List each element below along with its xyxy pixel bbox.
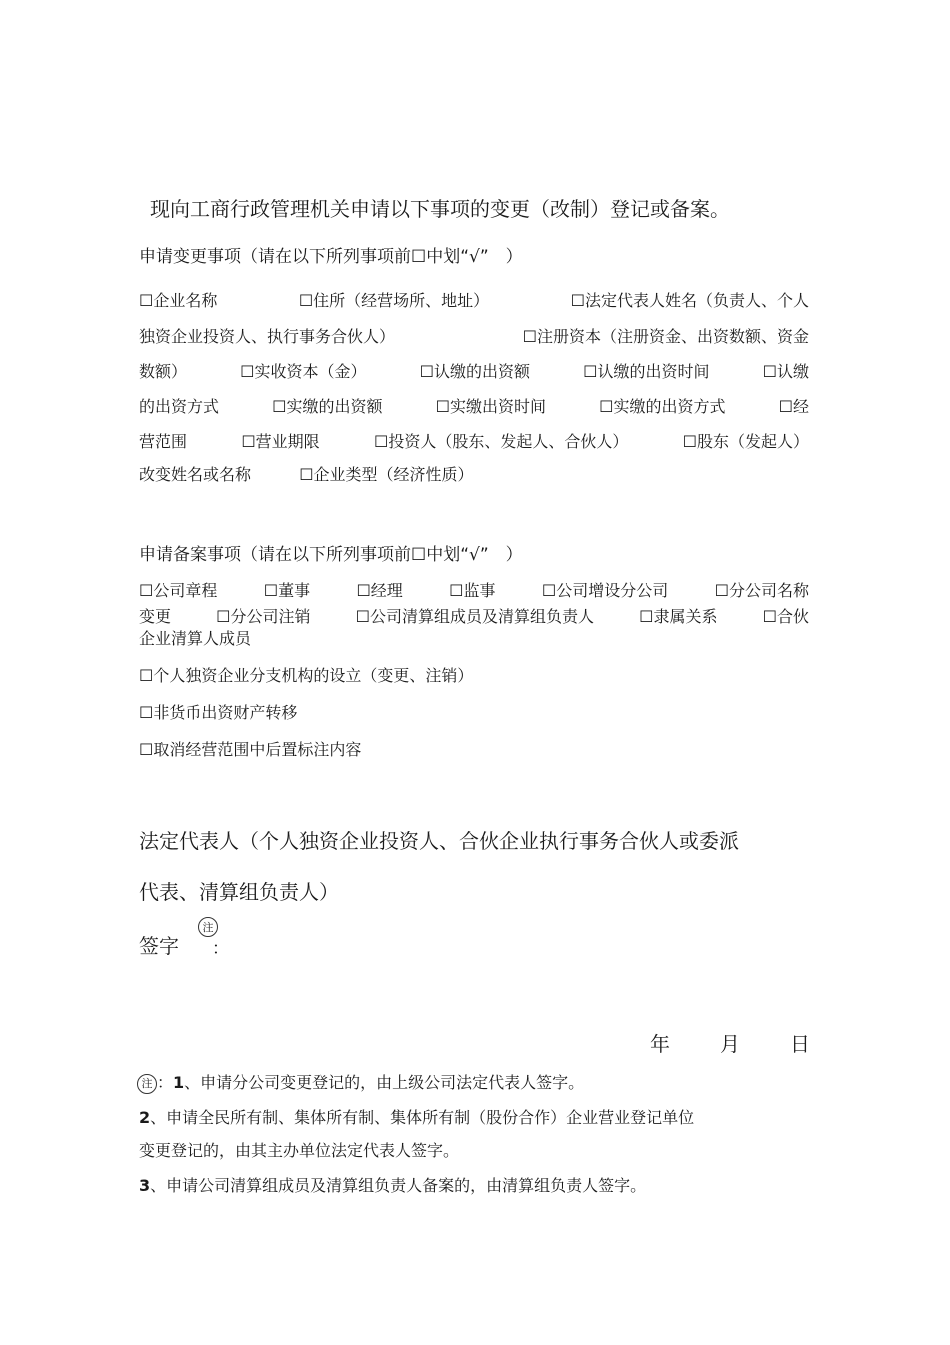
filing-section-title: 申请备案事项（请在以下所列事项前☐中划“√” ） xyxy=(139,545,523,565)
option-registered-capital[interactable]: ☐注册资本（注册资金、出资数额、资金 xyxy=(522,327,809,346)
option-paid-in-capital[interactable]: ☐实收资本（金） xyxy=(240,362,367,381)
option-text-continuation: 改变姓名或名称 xyxy=(139,465,252,484)
note-1 xyxy=(137,1072,584,1094)
note-2-line-2: 变更登记的，由其主办单位法定代表人签字。 xyxy=(139,1141,460,1160)
option-business-scope[interactable]: ☐经 xyxy=(778,397,809,416)
option-address[interactable]: ☐住所（经营场所、地址） xyxy=(298,291,490,310)
date-row xyxy=(650,1028,810,1057)
note-2-text: 、申请全民所有制、集体所有制、集体所有制（股份合作）企业营业登记单位 xyxy=(150,1108,695,1127)
note-2-number: 2 xyxy=(139,1108,151,1127)
option-text-continuation: 独资企业投资人、执行事务合伙人） xyxy=(139,327,396,346)
signature-label: 签字 xyxy=(139,934,179,958)
change-section-title: 申请变更事项（请在以下所列事项前☐中划“√” ） xyxy=(139,247,523,267)
option-articles[interactable]: ☐公司章程 xyxy=(139,581,218,600)
note-3 xyxy=(139,1175,646,1197)
page-heading: 现向工商行政管理机关申请以下事项的变更（改制）登记或备案。 xyxy=(150,197,730,221)
option-add-branch[interactable]: ☐公司增设分公司 xyxy=(541,581,669,600)
note-2-line-1 xyxy=(139,1107,694,1129)
option-branch-name[interactable]: ☐分公司名称 xyxy=(714,581,809,600)
option-subscribed-method[interactable]: ☐认缴 xyxy=(762,362,809,381)
filing-line-1 xyxy=(139,578,809,601)
note-marker: 注 xyxy=(198,917,218,937)
option-sole-branch[interactable]: ☐个人独资企业分支机构的设立（变更、注销） xyxy=(139,666,474,685)
option-affiliation[interactable]: ☐隶属关系 xyxy=(639,607,718,626)
note-lead: ： xyxy=(157,1073,174,1092)
option-paid-amount[interactable]: ☐实缴的出资额 xyxy=(272,397,383,416)
option-cancel-post-annotation[interactable]: ☐取消经营范围中后置标注内容 xyxy=(139,740,362,759)
option-partnership-liquidator[interactable]: ☐合伙 xyxy=(762,607,809,626)
option-directors[interactable]: ☐董事 xyxy=(263,581,311,600)
option-paid-method[interactable]: ☐实缴的出资方式 xyxy=(599,397,726,416)
option-supervisor[interactable]: ☐监事 xyxy=(449,581,496,600)
signature-line-1: 法定代表人（个人独资企业投资人、合伙企业执行事务合伙人或委派 xyxy=(139,829,739,853)
option-text-continuation: 企业清算人成员 xyxy=(139,629,252,648)
note-3-number: 3 xyxy=(139,1176,151,1195)
option-text-continuation: 的出资方式 xyxy=(139,397,220,416)
change-line-5 xyxy=(139,429,809,452)
filing-line-2 xyxy=(139,604,809,627)
signature-field[interactable] xyxy=(232,958,532,959)
option-manager[interactable]: ☐经理 xyxy=(356,581,403,600)
option-subscribed-amount[interactable]: ☐认缴的出资额 xyxy=(419,362,530,381)
signature-line-2: 代表、清算组负责人） xyxy=(139,880,339,904)
date-year-label: 年 xyxy=(650,1032,670,1056)
note-marker: 注 xyxy=(137,1074,157,1094)
date-month-label: 月 xyxy=(720,1032,740,1056)
change-line-6 xyxy=(139,464,474,486)
option-text-continuation: 营范围 xyxy=(139,432,188,451)
option-enterprise-type[interactable]: ☐企业类型（经济性质） xyxy=(299,465,474,484)
option-legal-rep-name[interactable]: ☐法定代表人姓名（负责人、个人 xyxy=(570,291,809,310)
option-text-continuation: 变更 xyxy=(139,607,172,626)
note-3-text: 、申请公司清算组成员及清算组负责人备案的，由清算组负责人签字。 xyxy=(150,1176,647,1195)
option-shareholder-name[interactable]: ☐股东（发起人） xyxy=(682,432,809,451)
option-text-continuation: 数额） xyxy=(139,362,188,381)
option-business-term[interactable]: ☐营业期限 xyxy=(241,432,320,451)
change-line-1 xyxy=(139,288,809,311)
note-1-text: 、申请分公司变更登记的，由上级公司法定代表人签字。 xyxy=(184,1073,585,1092)
date-day-label: 日 xyxy=(790,1032,810,1056)
change-line-3 xyxy=(139,359,809,382)
change-line-4 xyxy=(139,394,809,417)
note-1-number: 1 xyxy=(173,1073,185,1092)
option-paid-time[interactable]: ☐实缴出资时间 xyxy=(435,397,546,416)
option-non-monetary-transfer[interactable]: ☐非货币出资财产转移 xyxy=(139,703,298,722)
option-liquidation-team[interactable]: ☐公司清算组成员及清算组负责人 xyxy=(355,607,594,626)
change-line-2 xyxy=(139,324,809,347)
option-subscribed-time[interactable]: ☐认缴的出资时间 xyxy=(583,362,710,381)
option-company-name[interactable]: ☐企业名称 xyxy=(139,291,218,310)
option-branch-cancel[interactable]: ☐分公司注销 xyxy=(216,607,311,626)
signature-colon: ： xyxy=(212,939,229,959)
option-investors[interactable]: ☐投资人（股东、发起人、合伙人） xyxy=(373,432,629,451)
